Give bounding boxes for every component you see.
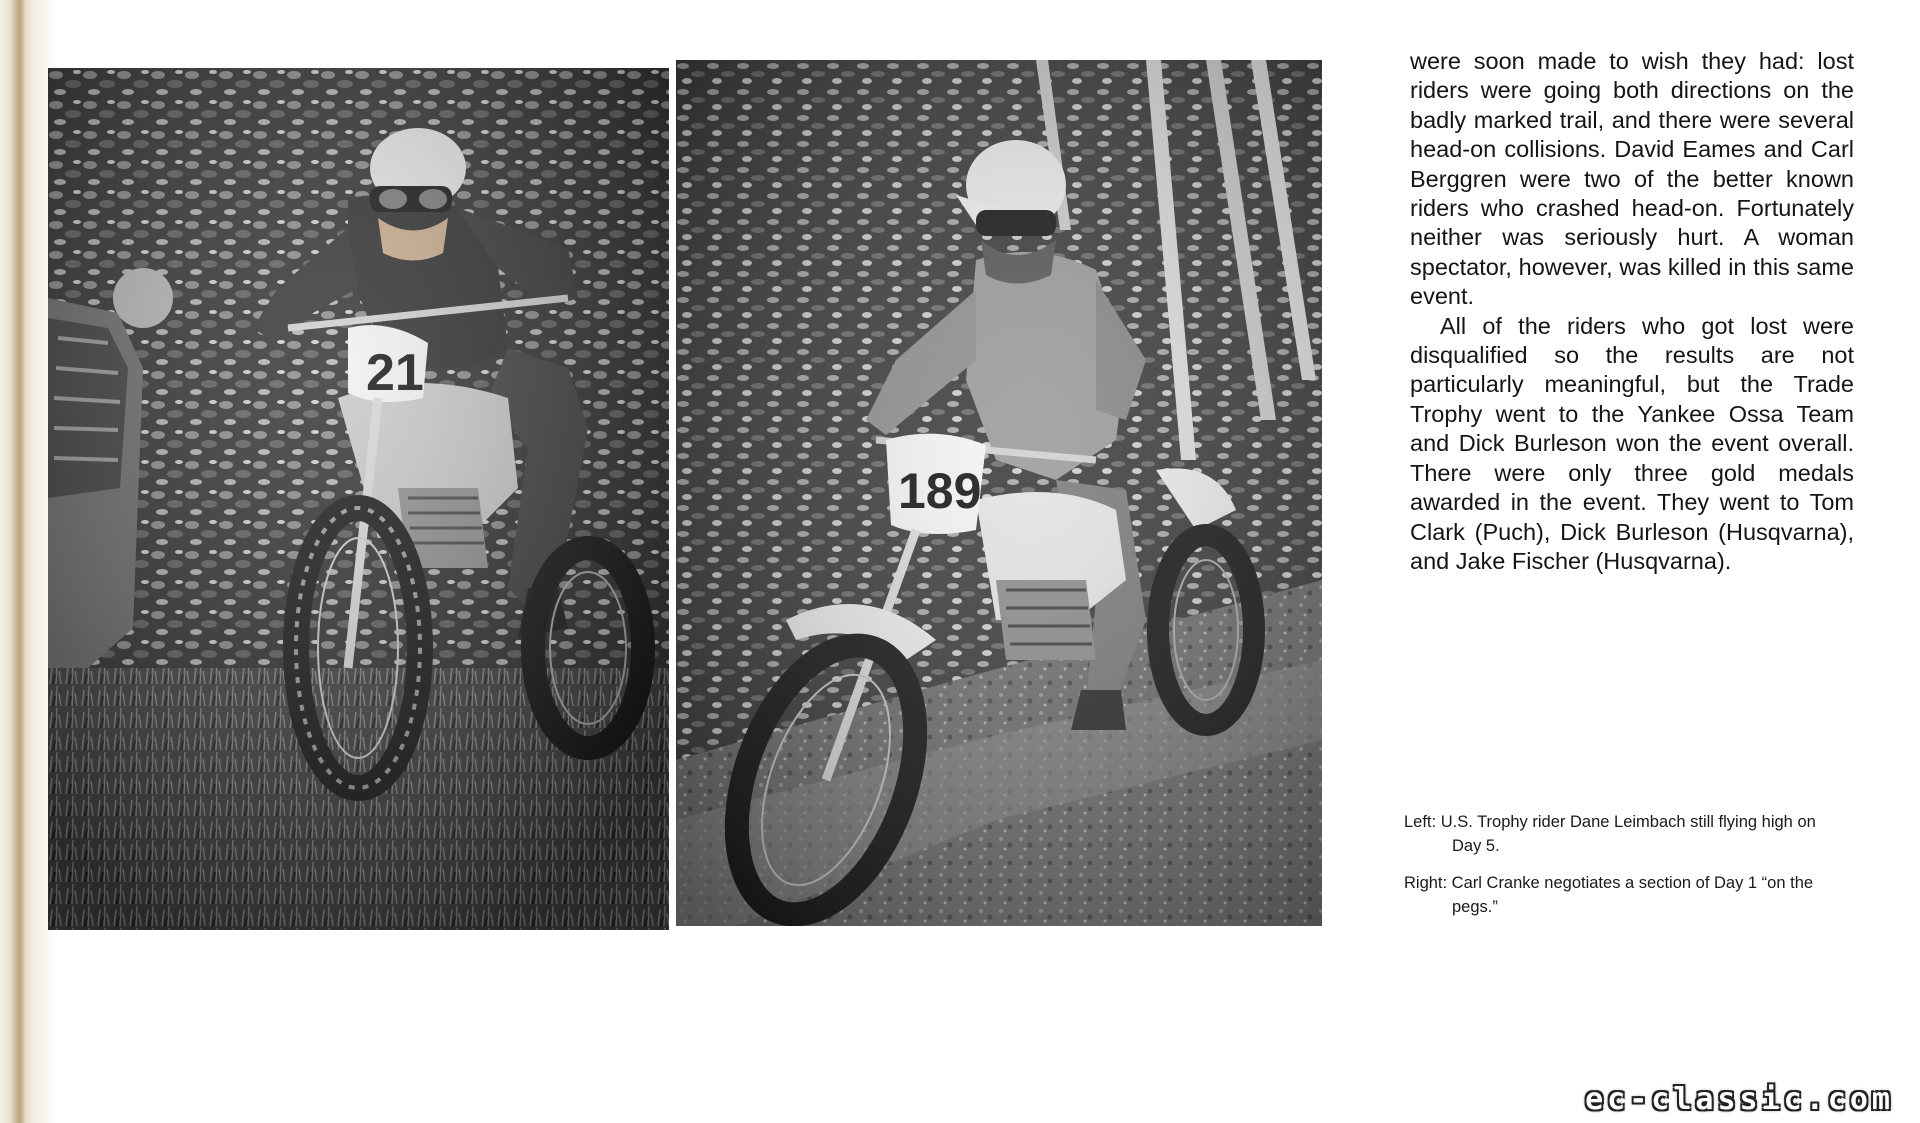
photo-right-image [676, 60, 1322, 926]
photo-captions [1404, 811, 1844, 933]
article-paragraph-1: were soon made to wish they had: lost riders were going both directions on the badly marked trail, and there were several head-on collisions. David Eames and Carl Berggren were two of the better known riders who crashed head-on. Fortunately neither was seriously hurt. A woman spectator, however, was killed in this same event. [1410, 48, 1854, 310]
watermark-text: ec-classic.com [1585, 1082, 1894, 1117]
photo-left-image [48, 68, 669, 930]
caption-right: Right: Carl Cranke negotiates a section of Day 1 “on the pegs.” [1404, 874, 1814, 916]
photo-left-rider-jumping [48, 68, 669, 930]
article-paragraph-2: All of the riders who got lost were disqualified so the results are not particularly meaningful, but the Trade Trophy went to the Yankee Ossa Team and Dick Burleson won the event overall. There were only three gold medals awarded in the event. They went to Tom Clark (Puch), Dick Burleson (Husqvarna), and Jake Fischer (Husqvarna). [1410, 312, 1854, 574]
caption-left: Left: U.S. Trophy rider Dane Leimbach still flying high on Day 5. [1404, 813, 1816, 855]
photo-right-rider-cornering [676, 60, 1322, 926]
article-body [1410, 47, 1854, 576]
